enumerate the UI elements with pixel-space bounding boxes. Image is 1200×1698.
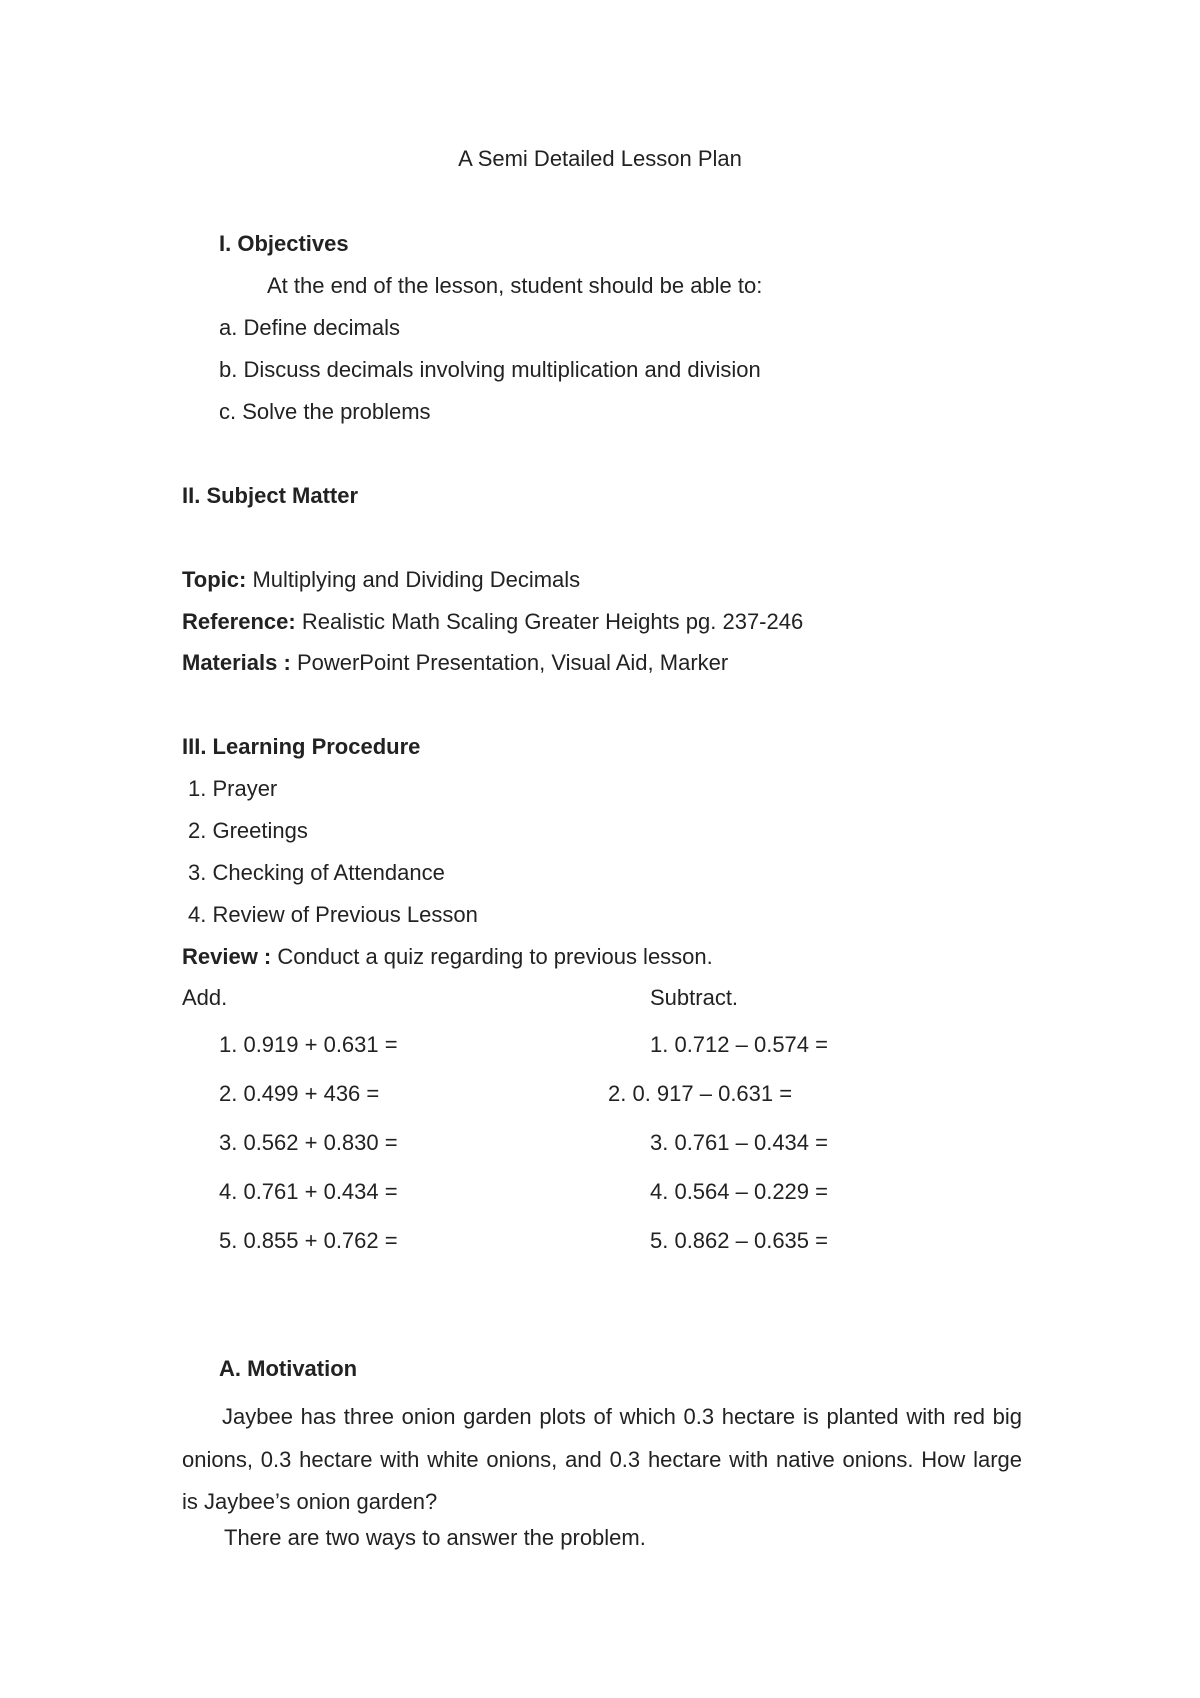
objective-item: c. Solve the problems <box>219 399 431 424</box>
objectives-heading: I. Objectives <box>219 231 349 256</box>
subtract-problem: 2. 0. 917 – 0.631 = <box>608 1081 793 1106</box>
motivation-closing: There are two ways to answer the problem. <box>224 1525 646 1550</box>
reference-label: Reference: <box>182 609 296 634</box>
subtract-problem: 5. 0.862 – 0.635 = <box>650 1228 828 1253</box>
topic-label: Topic: <box>182 567 247 592</box>
materials-line <box>182 649 728 677</box>
review-line <box>182 943 713 971</box>
objective-item: a. Define decimals <box>219 315 400 340</box>
motivation-text: Jaybee has three onion garden plots of which 0.3 hectare is planted with red big onions, 0.3 hectare with white onions, and 0.3 hectare with native onions. How large is Jaybee’s onion garden? <box>182 1404 1022 1514</box>
objective-item: b. Discuss decimals involving multiplication and division <box>219 357 761 382</box>
add-label: Add. <box>182 985 228 1010</box>
objectives-intro: At the end of the lesson, student should be able to: <box>267 273 763 298</box>
subtract-problem: 1. 0.712 – 0.574 = <box>650 1032 828 1057</box>
page-title: A Semi Detailed Lesson Plan <box>458 146 742 171</box>
subtract-problem: 4. 0.564 – 0.229 = <box>650 1179 828 1204</box>
materials-value: PowerPoint Presentation, Visual Aid, Marker <box>296 650 729 675</box>
motivation-paragraph <box>182 1396 1022 1524</box>
add-problem: 5. 0.855 + 0.762 = <box>219 1228 398 1253</box>
subtract-problem: 3. 0.761 – 0.434 = <box>650 1130 828 1155</box>
procedure-step: 3. Checking of Attendance <box>188 860 445 885</box>
reference-line <box>182 608 803 636</box>
review-value: Conduct a quiz regarding to previous lesson. <box>277 944 713 969</box>
procedure-step: 4. Review of Previous Lesson <box>188 902 478 927</box>
procedure-step: 1. Prayer <box>188 776 278 801</box>
add-problem: 1. 0.919 + 0.631 = <box>219 1032 398 1057</box>
reference-value: Realistic Math Scaling Greater Heights pg. 237-246 <box>301 609 804 634</box>
motivation-heading: A. Motivation <box>219 1356 358 1381</box>
subject-matter-heading: II. Subject Matter <box>182 483 359 508</box>
procedure-step: 2. Greetings <box>188 818 308 843</box>
materials-label: Materials : <box>182 650 291 675</box>
add-problem: 4. 0.761 + 0.434 = <box>219 1179 398 1204</box>
review-label: Review : <box>182 944 272 969</box>
learning-procedure-heading: III. Learning Procedure <box>182 734 421 759</box>
topic-value: Multiplying and Dividing Decimals <box>252 567 581 592</box>
subtract-label: Subtract. <box>650 985 739 1010</box>
add-problem: 2. 0.499 + 436 = <box>219 1081 380 1106</box>
topic-line <box>182 566 580 594</box>
add-problem: 3. 0.562 + 0.830 = <box>219 1130 398 1155</box>
